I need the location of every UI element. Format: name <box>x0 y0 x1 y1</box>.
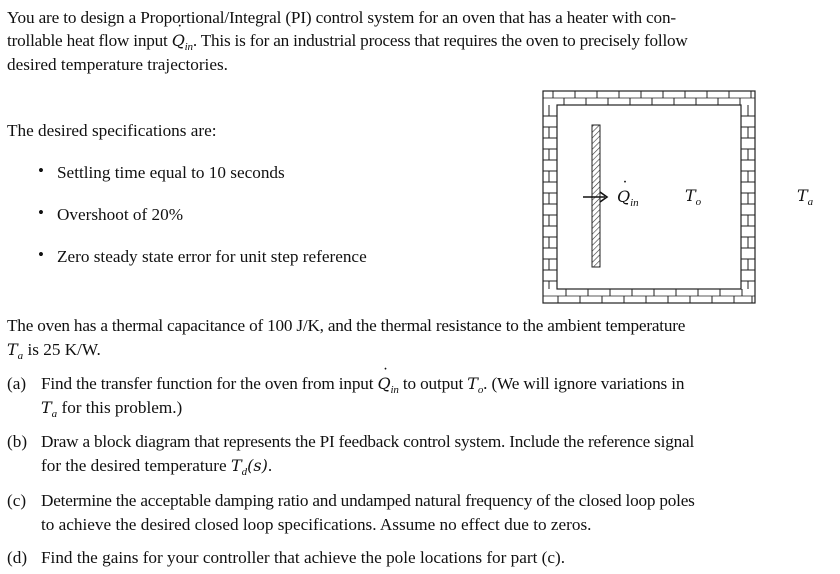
part-d-line-1: Find the gains for your controller that achieve the pole locations for part (c). <box>41 548 566 567</box>
specs-heading: The desired specifications are: <box>7 121 217 140</box>
ambient-temp-label: $T_a$ <box>797 186 814 208</box>
spec-item-steady-state: Zero steady state error for unit step reference <box>57 247 367 266</box>
part-d-label: (d) <box>7 548 28 567</box>
bullet-dot: • <box>38 203 44 222</box>
spec-item-overshoot: Overshoot of 20% <box>57 205 184 224</box>
brick-wall <box>543 91 755 303</box>
intro-line-3: desired temperature trajectories. <box>7 55 228 74</box>
part-c-label: (c) <box>7 491 27 510</box>
heater-element <box>592 125 600 267</box>
bullet-dot: • <box>38 161 44 180</box>
part-c-line-2: to achieve the desired closed loop specifications. Assume no effect due to zeros. <box>41 515 592 534</box>
part-a-line-1: Find the transfer function for the oven from input ˙ $Q_{in}$ to output $T_o$. (We will ignore variations in <box>41 372 684 398</box>
intro-line-1: You are to design a Proportional/Integral (PI) control system for an oven that has a heater with con- <box>7 8 676 27</box>
part-a-line-2: $T_a$ for this problem.) <box>41 398 183 420</box>
part-b-line-2: for the desired temperature $T_d(s)$. <box>41 456 273 478</box>
spec-item-settling: Settling time equal to 10 seconds <box>57 163 285 182</box>
intro-line-2: trollable heat flow input ˙ $Q_{in}$. This is for an industrial process that requires the oven to precisely follow <box>7 29 688 55</box>
oven-params-line-1: The oven has a thermal capacitance of 100 J/K, and the thermal resistance to the ambient temperature <box>7 316 686 335</box>
part-b-line-1: Draw a block diagram that represents the PI feedback control system. Include the reference signal <box>41 432 695 451</box>
part-c-line-1: Determine the acceptable damping ratio and undamped natural frequency of the closed loop poles <box>41 491 695 510</box>
part-b-label: (b) <box>7 432 28 451</box>
bullet-dot: • <box>38 245 44 264</box>
oven-temp-label: $T_o$ <box>685 186 702 208</box>
q-in-symbol: ˙ Q <box>172 29 185 53</box>
oven-params-line-2: $T_a$ is 25 K/W. <box>7 340 101 362</box>
heater-label: ˙ $Q_{in}$ <box>617 185 639 211</box>
part-a-label: (a) <box>7 374 27 393</box>
